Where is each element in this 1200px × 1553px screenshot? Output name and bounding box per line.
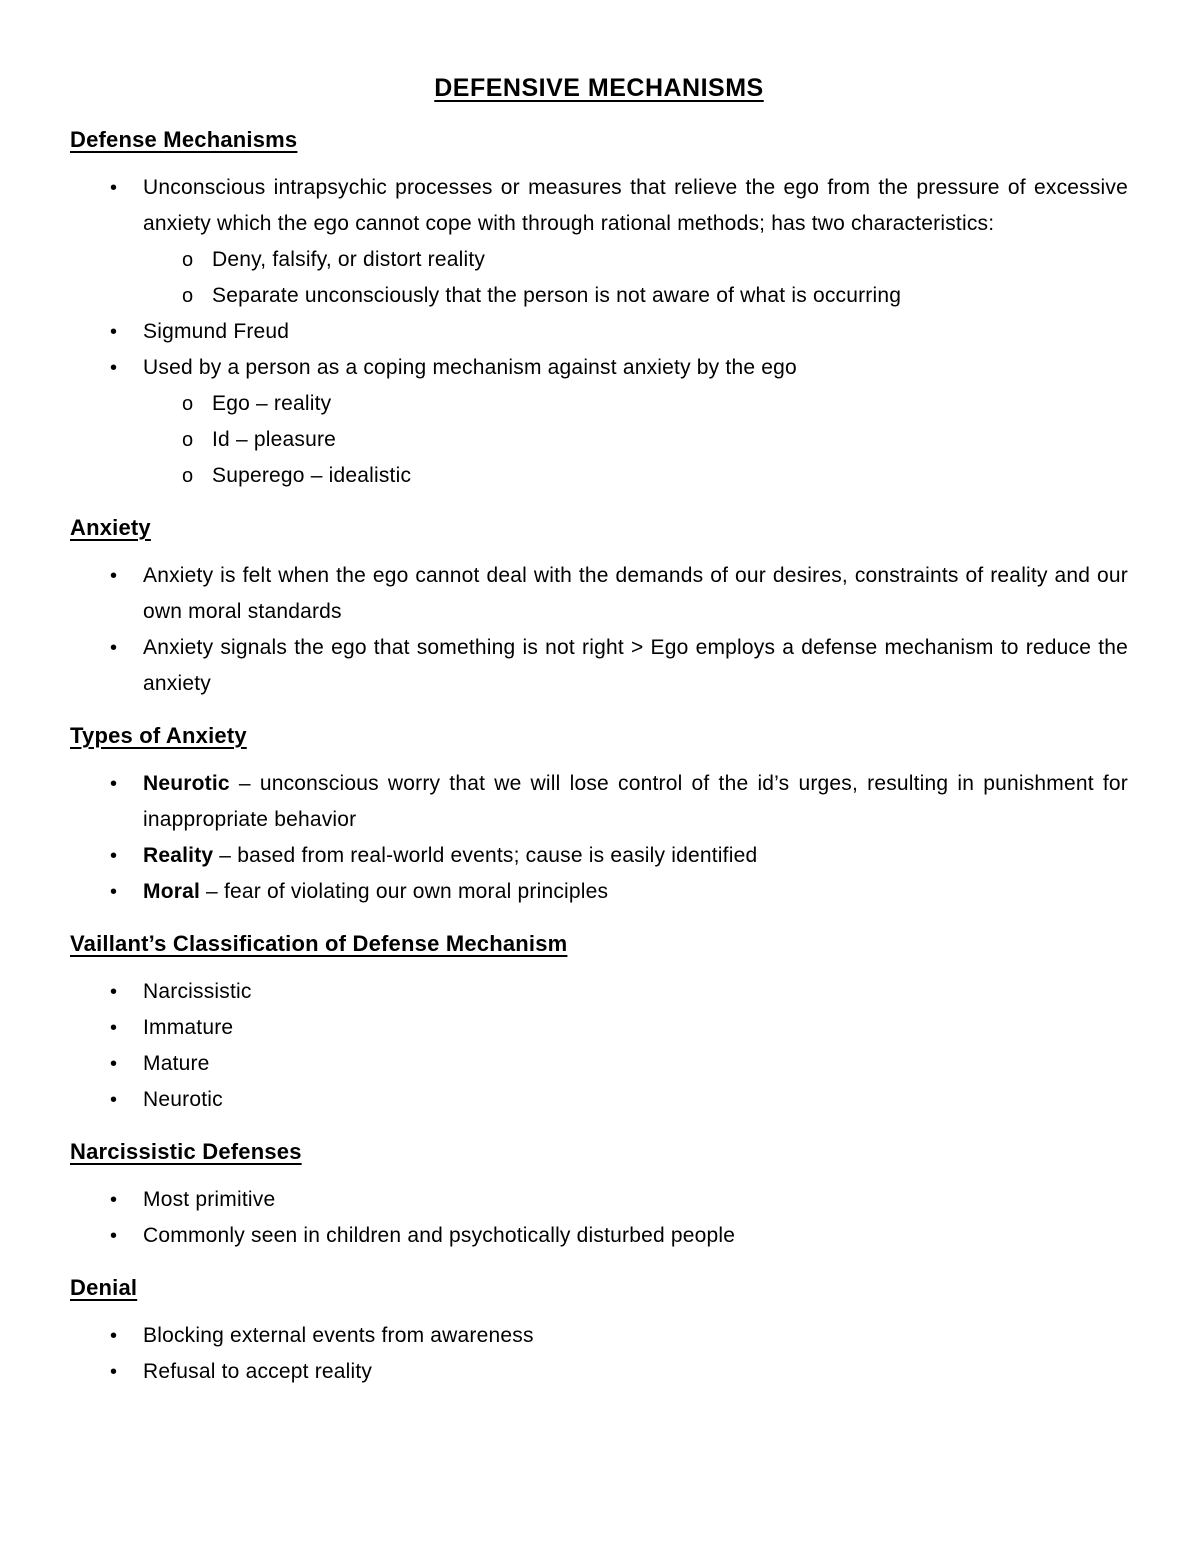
bullet-icon: • — [110, 177, 118, 199]
bullet-icon: • — [110, 1053, 118, 1075]
bullet-icon: • — [110, 881, 118, 903]
term-label: Neurotic — [143, 772, 230, 795]
bullet-icon: • — [110, 1017, 118, 1039]
sub-list-item — [70, 386, 1128, 422]
list-item-text: Immature — [143, 1016, 234, 1039]
page-title: DEFENSIVE MECHANISMS — [434, 74, 764, 102]
sub-list-item — [70, 278, 1128, 314]
bullet-icon: • — [110, 1225, 118, 1247]
bullet-list — [70, 974, 1128, 1118]
section-heading-narcissistic-defenses: Narcissistic Defenses — [70, 1139, 302, 1164]
bullet-icon: • — [110, 357, 118, 379]
bullet-list — [70, 558, 1128, 702]
list-item-text: Moral – fear of violating our own moral principles — [143, 880, 609, 903]
list-item — [70, 630, 1128, 702]
list-item — [70, 974, 1128, 1010]
section-heading-anxiety: Anxiety — [70, 515, 151, 540]
bullet-icon: • — [110, 565, 118, 587]
list-item-text: Anxiety signals the ego that something is not right > Ego employs a defense mechanism to reduce the anxiety — [143, 636, 1128, 695]
list-item — [70, 1218, 1128, 1254]
list-item-text: Anxiety is felt when the ego cannot deal with the demands of our desires, constraints of reality and our own moral standards — [143, 564, 1128, 623]
list-item — [70, 1318, 1128, 1354]
list-item — [70, 1082, 1128, 1118]
bullet-icon: • — [110, 1089, 118, 1111]
section-heading-defense-mechanisms: Defense Mechanisms — [70, 127, 298, 152]
list-item — [70, 1010, 1128, 1046]
list-item — [70, 874, 1128, 910]
section-heading-denial: Denial — [70, 1275, 138, 1300]
circle-bullet-icon: o — [182, 393, 194, 415]
list-item-text: Neurotic – unconscious worry that we will lose control of the id’s urges, resulting in punishment for inappropriate behavior — [143, 772, 1128, 831]
list-item — [70, 170, 1128, 242]
list-item — [70, 838, 1128, 874]
sub-list-item-text: Superego – idealistic — [212, 464, 412, 487]
circle-bullet-icon: o — [182, 285, 194, 307]
bullet-icon: • — [110, 321, 118, 343]
list-item — [70, 766, 1128, 838]
circle-bullet-icon: o — [182, 465, 194, 487]
bullet-icon: • — [110, 637, 118, 659]
list-item-text: Most primitive — [143, 1188, 276, 1211]
list-item — [70, 1182, 1128, 1218]
sub-list-item-text: Id – pleasure — [212, 428, 337, 451]
list-item-text: Blocking external events from awareness — [143, 1324, 534, 1347]
bullet-icon: • — [110, 981, 118, 1003]
sub-list-item — [70, 458, 1128, 494]
list-item-text: Commonly seen in children and psychotically disturbed people — [143, 1224, 736, 1247]
bullet-icon: • — [110, 845, 118, 867]
bullet-icon: • — [110, 773, 118, 795]
bullet-icon: • — [110, 1189, 118, 1211]
circle-bullet-icon: o — [182, 429, 194, 451]
bullet-list — [70, 1182, 1128, 1254]
list-item-text: Sigmund Freud — [143, 320, 290, 343]
bullet-list — [70, 1318, 1128, 1390]
bullet-list — [70, 766, 1128, 910]
list-item — [70, 314, 1128, 350]
bullet-list — [70, 170, 1128, 494]
term-label: Moral — [143, 880, 201, 903]
list-item — [70, 1354, 1128, 1390]
sub-list-item — [70, 242, 1128, 278]
list-item — [70, 350, 1128, 386]
bullet-icon: • — [110, 1325, 118, 1347]
list-item-text: Refusal to accept reality — [143, 1360, 373, 1383]
bullet-icon: • — [110, 1361, 118, 1383]
list-item-text: Narcissistic — [143, 980, 252, 1003]
list-item-text: Used by a person as a coping mechanism against anxiety by the ego — [143, 356, 797, 379]
sub-list-item-text: Separate unconsciously that the person is not aware of what is occurring — [212, 284, 902, 307]
document-body — [70, 122, 1128, 1390]
sub-list-item-text: Deny, falsify, or distort reality — [212, 248, 486, 271]
list-item — [70, 1046, 1128, 1082]
sub-list-item-text: Ego – reality — [212, 392, 332, 415]
list-item — [70, 558, 1128, 630]
section-heading-vaillant-s-classification-of-defense-mechanism: Vaillant’s Classification of Defense Mechanism — [70, 931, 568, 956]
list-item-text: Reality – based from real-world events; cause is easily identified — [143, 844, 758, 867]
circle-bullet-icon: o — [182, 249, 194, 271]
section-heading-types-of-anxiety: Types of Anxiety — [70, 723, 247, 748]
list-item-text: Neurotic — [143, 1088, 223, 1111]
sub-list-item — [70, 422, 1128, 458]
list-item-text: Unconscious intrapsychic processes or measures that relieve the ego from the pressure of excessive anxiety which the ego cannot cope with through rational methods; has two characteristics: — [143, 176, 1128, 235]
list-item-text: Mature — [143, 1052, 210, 1075]
term-label: Reality — [143, 844, 214, 867]
